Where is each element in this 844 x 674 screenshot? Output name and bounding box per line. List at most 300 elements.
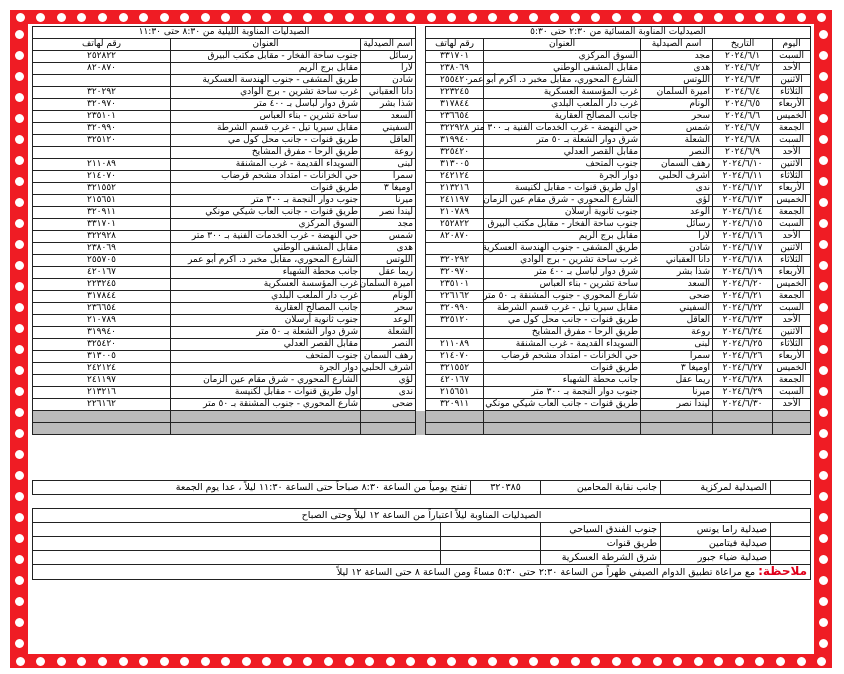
dot xyxy=(776,13,785,22)
dot xyxy=(819,597,828,606)
evening-pharmacy-phone: ٢٣٨٠٦٩ xyxy=(426,63,484,75)
dot xyxy=(77,13,86,22)
schedule-row xyxy=(33,87,811,99)
dot xyxy=(447,657,456,666)
evening-pharmacy-phone: ٣٢٥١٢٠ xyxy=(426,315,484,327)
evening-pharmacy-phone: ٣٢٠٩٩٠ xyxy=(426,303,484,315)
decorative-frame xyxy=(10,10,832,668)
dot xyxy=(221,657,230,666)
dot xyxy=(488,657,497,666)
evening-pharmacy-phone: ٣١٣٠٠٥ xyxy=(426,159,484,171)
evening-pharmacy-address: جنوب المتحف xyxy=(484,159,641,171)
dot xyxy=(15,597,24,606)
day-cell: الأحد xyxy=(773,63,811,75)
date-cell: ٢٠٢٤/٦/١٧ xyxy=(713,243,773,255)
night-pharmacy-name: اميرة السلمان xyxy=(361,279,416,291)
dot xyxy=(15,555,24,564)
dot xyxy=(406,657,415,666)
evening-pharmacy-name: الونام xyxy=(641,99,713,111)
night-pharmacy-phone: ٢٤٢١٢٤ xyxy=(33,363,171,375)
late-night-row xyxy=(33,551,811,565)
evening-pharmacy-address: مقابل سيريا تيل - غرب قسم الشرطة xyxy=(484,303,641,315)
date-cell: ٢٠٢٤/٦/٥ xyxy=(713,99,773,111)
night-pharmacy-phone xyxy=(33,147,171,159)
night-pharmacy-name: اللوتس xyxy=(361,255,416,267)
evening-pharmacy-address: اول طريق قنوات - مقابل لكنيسة xyxy=(484,183,641,195)
night-pharmacy-name: ندى xyxy=(361,387,416,399)
day-cell: الخميس xyxy=(773,111,811,123)
schedule-row xyxy=(33,231,811,243)
evening-pharmacy-address: حي النهضة - غرب الخدمات الفنية بـ ٣٠٠ متر xyxy=(484,123,641,135)
dot xyxy=(427,657,436,666)
evening-pharmacy-name: لؤي xyxy=(641,195,713,207)
schedule-row xyxy=(33,387,811,399)
evening-pharmacy-phone: ٣٢٠٢٩٢ xyxy=(426,255,484,267)
dot xyxy=(15,618,24,627)
evening-pharmacy-phone xyxy=(426,243,484,255)
schedule-table xyxy=(32,26,811,435)
evening-pharmacy-address: جنوب ساحة الفخار - مقابل مكتب البيرق xyxy=(484,219,641,231)
dot xyxy=(817,657,826,666)
dot xyxy=(15,156,24,165)
evening-pharmacy-address: شرق دوار الشعلة بـ ٥٠ متر xyxy=(484,135,641,147)
date-cell: ٢٠٢٤/٦/٢٩ xyxy=(713,387,773,399)
night-pharmacy-phone: ٤٢٠١٦٧ xyxy=(33,267,171,279)
dot xyxy=(819,177,828,186)
evening-pharmacy-phone: ٣١٩٩٤٠ xyxy=(426,135,484,147)
date-cell: ٢٠٢٤/٦/١٩ xyxy=(713,267,773,279)
night-pharmacy-name: اشرف الحلبي xyxy=(361,363,416,375)
late-night-row xyxy=(33,537,811,551)
date-cell: ٢٠٢٤/٦/١١ xyxy=(713,171,773,183)
day-cell: الجمعة xyxy=(773,123,811,135)
dot xyxy=(77,657,86,666)
dot xyxy=(653,13,662,22)
schedule-row xyxy=(33,207,811,219)
dot xyxy=(612,657,621,666)
dot xyxy=(468,13,477,22)
evening-pharmacy-name: سحر xyxy=(641,111,713,123)
night-pharmacy-address: طريق الرحا - مفرق المشايخ xyxy=(171,147,361,159)
schedule-row xyxy=(33,123,811,135)
dot xyxy=(15,135,24,144)
evening-pharmacy-phone: ٣٣١٧٠١ xyxy=(426,51,484,63)
night-pharmacy-phone: ٣٢٠٩١١ xyxy=(33,207,171,219)
dot xyxy=(550,657,559,666)
evening-pharmacy-name: ضحى xyxy=(641,291,713,303)
evening-pharmacy-name: شادن xyxy=(641,243,713,255)
night-pharmacy-name: العاقل xyxy=(361,135,416,147)
evening-pharmacy-address: جانب محطة الشهباء xyxy=(484,375,641,387)
dot xyxy=(15,366,24,375)
evening-pharmacy-name: اوميغا ٣ xyxy=(641,363,713,375)
date-cell: ٢٠٢٤/٦/٢٣ xyxy=(713,315,773,327)
central-pharmacy-address: جانب نقابة المحامين xyxy=(541,481,661,495)
evening-pharmacy-address: جنوب دوار النجمة بـ ٣٠٠ متر xyxy=(484,387,641,399)
dot xyxy=(529,13,538,22)
dot xyxy=(15,219,24,228)
evening-pharmacy-address: غرب ساحة تشرين - برج الوادي xyxy=(484,255,641,267)
schedule-row xyxy=(33,267,811,279)
night-pharmacy-address: شرق دوار الشعلة بـ ٥٠ متر xyxy=(171,327,361,339)
night-name-header: اسم الصيدلية xyxy=(361,39,416,51)
dot xyxy=(819,618,828,627)
dot xyxy=(550,13,559,22)
evening-pharmacy-phone: ٨٢٠٨٧٠ xyxy=(426,231,484,243)
night-pharmacy-phone: ٢٣٥١٠١ xyxy=(33,111,171,123)
dot xyxy=(15,408,24,417)
dot xyxy=(221,13,230,22)
evening-pharmacy-phone: ٣٢٥٤٢٠ xyxy=(426,147,484,159)
date-cell: ٢٠٢٤/٦/١٣ xyxy=(713,195,773,207)
dot xyxy=(160,13,169,22)
evening-name-header: اسم الصيدلية xyxy=(641,39,713,51)
dot xyxy=(303,13,312,22)
evening-pharmacy-address: ساحة تشرين - بناء العباس xyxy=(484,279,641,291)
dot xyxy=(632,13,641,22)
dot xyxy=(15,93,24,102)
evening-pharmacy-phone: ٣٢١٥٥٢ xyxy=(426,363,484,375)
evening-pharmacy-address: مقابل المشفى الوطني xyxy=(484,63,641,75)
evening-pharmacy-address: طريق المشفى - جنوب الهندسة العسكرية xyxy=(484,243,641,255)
date-cell: ٢٠٢٤/٦/٢٧ xyxy=(713,363,773,375)
dot xyxy=(15,345,24,354)
dot xyxy=(139,657,148,666)
night-pharmacy-name: السعد xyxy=(361,111,416,123)
day-cell: السبت xyxy=(773,135,811,147)
dot xyxy=(509,657,518,666)
dot xyxy=(819,555,828,564)
late-night-table xyxy=(32,508,811,580)
dot xyxy=(819,261,828,270)
night-pharmacy-phone: ٣٢٠٢٩٢ xyxy=(33,87,171,99)
night-pharmacy-name: سحر xyxy=(361,303,416,315)
dot xyxy=(819,639,828,648)
central-pharmacy-phone: ٣٢٠٣٨٥ xyxy=(471,481,541,495)
day-cell: الأربعاء xyxy=(773,99,811,111)
night-pharmacy-address: غرب ساحة تشرين - برج الوادي xyxy=(171,87,361,99)
evening-pharmacy-name: شمس xyxy=(641,123,713,135)
day-cell: السبت xyxy=(773,51,811,63)
day-cell: الجمعة xyxy=(773,375,811,387)
dot xyxy=(529,657,538,666)
evening-pharmacy-name: روعة xyxy=(641,327,713,339)
evening-pharmacy-phone: ٢١٣٢١٦ xyxy=(426,183,484,195)
schedule-row xyxy=(33,327,811,339)
dot xyxy=(591,13,600,22)
night-pharmacy-address: حي النهضة - غرب الخدمات الفنية بـ ٣٠٠ متر xyxy=(171,231,361,243)
dot xyxy=(735,657,744,666)
evening-pharmacy-address: مقابل برج الريم xyxy=(484,231,641,243)
evening-pharmacy-name: ندى xyxy=(641,183,713,195)
dot xyxy=(57,657,66,666)
dot xyxy=(653,657,662,666)
dot xyxy=(819,534,828,543)
night-pharmacy-name: روعة xyxy=(361,147,416,159)
night-pharmacy-name: الشعلة xyxy=(361,327,416,339)
night-pharmacy-address: شرق دوار لباسل بـ ٤٠٠ متر xyxy=(171,99,361,111)
night-pharmacy-address: مقابل برج الريم xyxy=(171,63,361,75)
dot xyxy=(15,513,24,522)
dot xyxy=(819,576,828,585)
dot xyxy=(201,13,210,22)
evening-pharmacy-name: لبنى xyxy=(641,339,713,351)
night-pharmacy-phone: ٣١٣٠٠٥ xyxy=(33,351,171,363)
evening-pharmacy-address: الشارع المحوري - شرق مقام عين الزمان xyxy=(484,195,641,207)
day-cell: الأحد xyxy=(773,399,811,411)
evening-pharmacy-phone: ٢٤١١٩٧ xyxy=(426,195,484,207)
dot xyxy=(509,13,518,22)
dot xyxy=(15,534,24,543)
dot xyxy=(673,657,682,666)
evening-pharmacy-address: جنوب ثانوية أرسلان xyxy=(484,207,641,219)
schedule-row xyxy=(33,99,811,111)
night-pharmacy-name: شمس xyxy=(361,231,416,243)
night-pharmacy-address: مقابل سيريا تيل - غرب قسم الشرطة xyxy=(171,123,361,135)
day-cell: السبت xyxy=(773,387,811,399)
day-cell: الثلاثاء xyxy=(773,171,811,183)
night-pharmacy-phone: ٣٢٥١٢٠ xyxy=(33,135,171,147)
night-pharmacy-phone: ٢٤١١٩٧ xyxy=(33,375,171,387)
dot xyxy=(819,345,828,354)
dot xyxy=(632,657,641,666)
date-cell: ٢٠٢٤/٦/٢٥ xyxy=(713,339,773,351)
evening-pharmacy-phone: ٢١١٠٨٩ xyxy=(426,339,484,351)
dot xyxy=(819,324,828,333)
dot xyxy=(819,282,828,291)
dot xyxy=(365,13,374,22)
date-cell: ٢٠٢٤/٦/٣٠ xyxy=(713,399,773,411)
dot xyxy=(15,72,24,81)
evening-pharmacy-address: شرق دوار لباسل بـ ٤٠٠ متر xyxy=(484,267,641,279)
dot xyxy=(119,13,128,22)
night-pharmacy-address: دوار الجرة xyxy=(171,363,361,375)
document-page xyxy=(28,24,814,654)
night-pharmacy-name: دانا العقباني xyxy=(361,87,416,99)
dot xyxy=(755,13,764,22)
date-cell: ٢٠٢٤/٦/١٦ xyxy=(713,231,773,243)
evening-pharmacy-name: اللوتس xyxy=(641,75,713,87)
night-pharmacy-address: الشارع المحوري، مقابل مخبر د. اكرم أبو عمر xyxy=(171,255,361,267)
night-pharmacy-address: جانب المصالح العقارية xyxy=(171,303,361,315)
night-pharmacy-name: سمرا xyxy=(361,171,416,183)
night-pharmacy-phone: ٣٢٢٩٢٨ xyxy=(33,231,171,243)
day-cell: الخميس xyxy=(773,279,811,291)
dot xyxy=(819,471,828,480)
schedule-row xyxy=(33,159,811,171)
dot xyxy=(98,13,107,22)
night-pharmacy-phone: ٣٢٠٩٧٠ xyxy=(33,99,171,111)
dot xyxy=(160,657,169,666)
date-cell: ٢٠٢٤/٦/٢٠ xyxy=(713,279,773,291)
dot xyxy=(819,450,828,459)
dot xyxy=(180,13,189,22)
dot xyxy=(180,657,189,666)
day-cell: الاثنين xyxy=(773,159,811,171)
evening-pharmacy-name: اميرة السلمان xyxy=(641,87,713,99)
evening-pharmacy-name: النصر xyxy=(641,147,713,159)
date-cell: ٢٠٢٤/٦/٣ xyxy=(713,75,773,87)
day-cell: السبت xyxy=(773,219,811,231)
column-header-row xyxy=(33,39,811,51)
evening-pharmacy-phone: ٢٣٦٦٥٤ xyxy=(426,111,484,123)
dot xyxy=(819,51,828,60)
day-cell: الأربعاء xyxy=(773,267,811,279)
dot xyxy=(242,13,251,22)
evening-pharmacy-phone: ٣٢٢٩٢٨ xyxy=(426,123,484,135)
day-cell: الاثنين xyxy=(773,327,811,339)
dot xyxy=(819,30,828,39)
day-header: اليوم xyxy=(773,39,811,51)
top-dot-border xyxy=(10,10,832,24)
night-pharmacy-address: غرب دار الملعب البلدي xyxy=(171,291,361,303)
night-pharmacy-name: رسائل xyxy=(361,51,416,63)
day-cell: الخميس xyxy=(773,363,811,375)
evening-pharmacy-name: ميرنا xyxy=(641,387,713,399)
dot xyxy=(819,135,828,144)
evening-pharmacy-name: الوعد xyxy=(641,207,713,219)
dot xyxy=(16,657,25,666)
night-pharmacy-name: هدى xyxy=(361,243,416,255)
evening-pharmacy-phone: ٣٢٠٩١١ xyxy=(426,399,484,411)
day-cell: الأحد xyxy=(773,231,811,243)
dot xyxy=(15,198,24,207)
dot xyxy=(324,657,333,666)
evening-pharmacy-address: شارع المحوري - جنوب المشنقة بـ ٥٠ متر xyxy=(484,291,641,303)
night-pharmacy-address: اول طريق قنوات - مقابل لكنيسة xyxy=(171,387,361,399)
evening-pharmacy-address: دوار الجرة xyxy=(484,171,641,183)
evening-pharmacy-phone: ٢٤٢١٢٤ xyxy=(426,171,484,183)
date-cell: ٢٠٢٤/٦/٢٦ xyxy=(713,351,773,363)
night-pharmacy-name: ضحى xyxy=(361,399,416,411)
night-pharmacy-phone: ٣٢٥٤٢٠ xyxy=(33,339,171,351)
day-cell: الثلاثاء xyxy=(773,87,811,99)
night-pharmacy-phone: ٢١٣٢١٦ xyxy=(33,387,171,399)
night-pharmacy-name: لبنى xyxy=(361,159,416,171)
late-pharmacy-name: صيدلية راما يونس xyxy=(661,523,771,537)
date-cell: ٢٠٢٤/٦/٦ xyxy=(713,111,773,123)
night-pharmacy-name: ريما عقل xyxy=(361,267,416,279)
evening-pharmacy-phone: ٣١٧٨٤٤ xyxy=(426,99,484,111)
evening-pharmacy-name: رهف السمان xyxy=(641,159,713,171)
dot xyxy=(755,657,764,666)
dot xyxy=(15,303,24,312)
dot xyxy=(427,13,436,22)
night-pharmacy-address: غرب المؤسسة العسكرية xyxy=(171,279,361,291)
dot xyxy=(776,657,785,666)
dot xyxy=(15,177,24,186)
schedule-row xyxy=(33,255,811,267)
date-cell: ٢٠٢٤/٦/٢٤ xyxy=(713,327,773,339)
dot xyxy=(468,657,477,666)
night-address-header: العنوان xyxy=(171,39,361,51)
dot xyxy=(283,13,292,22)
date-header: التاريخ xyxy=(713,39,773,51)
dot xyxy=(15,576,24,585)
dot xyxy=(15,282,24,291)
schedule-row xyxy=(33,75,811,87)
night-pharmacy-phone: ٢٥٢٨٢٢ xyxy=(33,51,171,63)
day-cell: الأحد xyxy=(773,147,811,159)
night-pharmacy-phone: ٢٢٣٢٤٥ xyxy=(33,279,171,291)
day-cell: الخميس xyxy=(773,195,811,207)
dot xyxy=(819,387,828,396)
evening-pharmacy-name: اشرف الحلبي xyxy=(641,171,713,183)
date-cell: ٢٠٢٤/٦/١٥ xyxy=(713,219,773,231)
night-pharmacy-name: شادن xyxy=(361,75,416,87)
bottom-dot-border xyxy=(10,654,832,668)
evening-pharmacy-phone xyxy=(426,327,484,339)
night-pharmacy-phone: ٢٢٦١٦٢ xyxy=(33,399,171,411)
dot xyxy=(488,13,497,22)
dot xyxy=(201,657,210,666)
evening-pharmacy-address: مقابل القصر العدلي xyxy=(484,147,641,159)
dot xyxy=(365,657,374,666)
evening-pharmacy-phone: ٢١٠٧٨٩ xyxy=(426,207,484,219)
evening-pharmacy-name: لارا xyxy=(641,231,713,243)
evening-pharmacy-phone: ٢٣٥١٠١ xyxy=(426,279,484,291)
day-cell: الثلاثاء xyxy=(773,339,811,351)
date-cell: ٢٠٢٤/٦/٢١ xyxy=(713,291,773,303)
dot xyxy=(262,13,271,22)
schedule-row xyxy=(33,111,811,123)
night-pharmacy-name: اوميغا ٣ xyxy=(361,183,416,195)
date-cell: ٢٠٢٤/٦/١٠ xyxy=(713,159,773,171)
evening-pharmacy-name: العاقل xyxy=(641,315,713,327)
schedule-row xyxy=(33,399,811,411)
section-titles-row xyxy=(33,27,811,39)
evening-pharmacy-address: غرب دار الملعب البلدي xyxy=(484,99,641,111)
central-pharmacy-row xyxy=(33,481,811,495)
night-pharmacy-address: مقابل القصر العدلي xyxy=(171,339,361,351)
note xyxy=(33,565,811,580)
dot xyxy=(817,13,826,22)
late-night-title: الصيدليات المناوبة ليلاً اعتباراً من الساعة ١٢ ليلاً وحتى الصباح xyxy=(33,509,811,523)
night-pharmacy-address: السويداء القديمة - غرب المشنقة xyxy=(171,159,361,171)
dot xyxy=(797,657,806,666)
separator-row xyxy=(33,411,811,423)
schedule-row xyxy=(33,351,811,363)
night-pharmacy-name: رهف السمان xyxy=(361,351,416,363)
date-cell: ٢٠٢٤/٦/١٤ xyxy=(713,207,773,219)
date-cell: ٢٠٢٤/٦/٢٢ xyxy=(713,303,773,315)
night-pharmacy-address: ساحة تشرين - بناء العباس xyxy=(171,111,361,123)
evening-pharmacy-phone: ٢٥٢٨٢٢ xyxy=(426,219,484,231)
night-pharmacy-name: مجد xyxy=(361,219,416,231)
late-pharmacy-address: طريق قنوات xyxy=(541,537,661,551)
dot xyxy=(242,657,251,666)
night-pharmacy-phone: ٢١٠٧٨٩ xyxy=(33,315,171,327)
dot xyxy=(714,657,723,666)
dot xyxy=(15,450,24,459)
night-pharmacy-address: مقابل المشفى الوطني xyxy=(171,243,361,255)
date-cell: ٢٠٢٤/٦/٢ xyxy=(713,63,773,75)
day-cell: الاثنين xyxy=(773,243,811,255)
night-pharmacy-phone: ٣٣١٧٠١ xyxy=(33,219,171,231)
schedule-row xyxy=(33,279,811,291)
day-cell: الأحد xyxy=(773,315,811,327)
dot xyxy=(714,13,723,22)
day-cell: الجمعة xyxy=(773,207,811,219)
dot xyxy=(406,13,415,22)
late-pharmacy-address: جنوب الفندق السياحي xyxy=(541,523,661,537)
evening-pharmacy-address: غرب المؤسسة العسكرية xyxy=(484,87,641,99)
dot xyxy=(819,240,828,249)
night-pharmacy-phone: ٣٢٠٩٩٠ xyxy=(33,123,171,135)
night-pharmacy-name: ليندا نصر xyxy=(361,207,416,219)
night-pharmacy-phone: ٢١١٠٨٩ xyxy=(33,159,171,171)
late-pharmacy-name: صيدلية فيتامين xyxy=(661,537,771,551)
